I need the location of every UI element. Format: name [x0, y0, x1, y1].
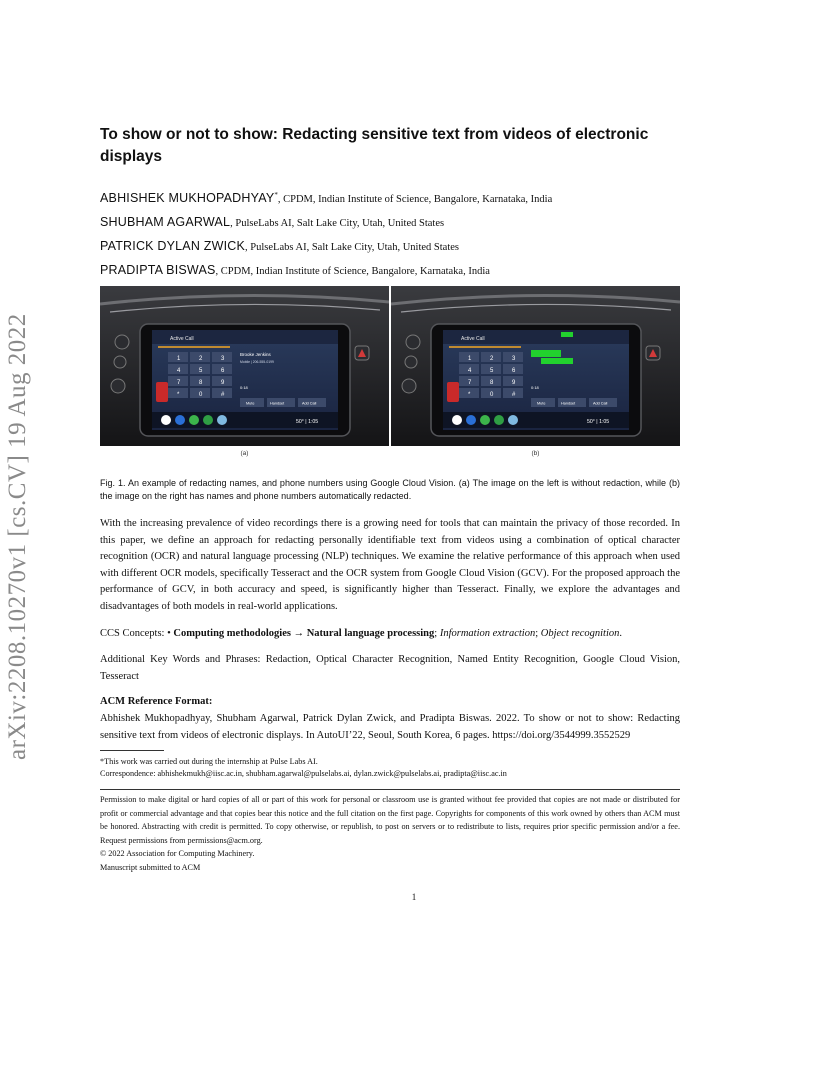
svg-text:0: 0	[199, 392, 203, 398]
end-call-icon	[447, 382, 459, 402]
svg-text:#: #	[221, 392, 225, 398]
paper-title: To show or not to show: Redacting sensitive text from videos of electronic displays	[100, 126, 649, 165]
handset-label: Handset	[561, 401, 576, 406]
permission-block	[100, 793, 680, 874]
svg-text:6: 6	[512, 368, 516, 374]
page-number: 1	[411, 892, 417, 902]
author-4	[100, 259, 680, 283]
figure-sublabel-b: (b)	[531, 450, 540, 457]
author-affiliation: , CPDM, Indian Institute of Science, Bangalore, Karnataka, India	[215, 266, 490, 277]
author-name: ABHISHEK MUKHOPADHYAY	[100, 191, 275, 205]
author-name: PRADIPTA BISWAS	[100, 263, 216, 277]
redaction-box	[531, 350, 561, 357]
author-affiliation: , CPDM, Indian Institute of Science, Bangalore, Karnataka, India	[277, 194, 553, 205]
svg-text:6: 6	[221, 368, 225, 374]
figure-sublabel-a: (a)	[240, 450, 249, 457]
handset-label: Handset	[270, 401, 285, 406]
home-icon	[161, 415, 171, 425]
svg-text:8: 8	[490, 380, 494, 386]
author-list	[100, 184, 680, 283]
temp-time: 50° | 1:05	[296, 419, 319, 425]
author-affiliation: , PulseLabs AI, Salt Lake City, Utah, United States	[245, 242, 459, 253]
svg-text:1: 1	[177, 356, 181, 362]
svg-text:2: 2	[490, 356, 494, 362]
svg-text:*: *	[468, 392, 471, 398]
permission-notice: Permission to make digital or hard copies of all or part of this work for personal or classroom use is granted without fee provided that copies are not made or distributed for profit or commercial advantage and that copies bear this notice and the full citation on the first page. Copyrights for components of this work owned by others than ACM must be honored. Abstracting with credit is permitted. To copy otherwise, or republish, to post on servers or to redistribute to lists, requires prior specific permission and/or a fee. Request permissions from permissions@acm.org.	[100, 795, 680, 845]
author-mark: *	[274, 191, 278, 199]
figure-caption: Fig. 1. An example of redacting names, and phone numbers using Google Cloud Vision. (a) The image on the left is without redaction, while (b) the image on the right has names and phone numbers automatically redacted.	[100, 478, 680, 501]
author-1	[100, 184, 680, 211]
mute-label: Mute	[246, 401, 255, 406]
footnote-correspondence: Correspondence: abhishekmukh@iisc.ac.in, shubham.agarwal@pulselabs.ai, dylan.zwick@pulselabs.ai, pradipta@iisc.ac.in	[100, 768, 507, 778]
add-call-label: Add Call	[593, 401, 608, 406]
svg-text:0: 0	[490, 392, 494, 398]
mute-label: Mute	[537, 401, 546, 406]
footnote-internship: *This work was carried out during the internship at Pulse Labs AI.	[100, 757, 318, 766]
screen-header: Active Call	[170, 336, 194, 342]
arxiv-identifier: arXiv:2208.10270v1 [cs.CV] 19 Aug 2022	[4, 313, 31, 760]
svg-text:4: 4	[468, 368, 472, 374]
phone-icon	[480, 415, 490, 425]
ccs-item: Object recognition	[540, 628, 620, 639]
author-affiliation: , PulseLabs AI, Salt Lake City, Utah, United States	[230, 218, 445, 229]
svg-text:7: 7	[177, 380, 181, 386]
call-time: 0:18	[531, 385, 539, 390]
redaction-box	[561, 332, 573, 337]
add-call-label: Add Call	[302, 401, 317, 406]
keywords: Additional Key Words and Phrases: Redaction, Optical Character Recognition, Named Entity Recognition, Google Cloud Vision, Tesseract	[100, 654, 680, 682]
temp-time: 50° | 1:05	[587, 419, 610, 425]
author-name: PATRICK DYLAN ZWICK	[100, 239, 246, 253]
figure-panel-b	[391, 286, 680, 446]
home-icon	[452, 415, 462, 425]
svg-text:#: #	[512, 392, 516, 398]
add-icon	[203, 415, 213, 425]
abstract: With the increasing prevalence of video recordings there is a growing need for tools that can maintain the privacy of those recorded. In this paper, we define an approach for redacting personally identifiable text from videos using a combination of optical character recognition (OCR) and natural language processing (NLP) techniques. We examine the relative performance of this approach when used with different OCR models, specifically Tesseract and the OCR system from Google Cloud Vision (GCV). For the proposed approach the performance of GCV, in both accuracy and speed, is significantly higher than Tesseract. Finally, we explore the advantages and disadvantages of both models in real-world applications.	[100, 518, 680, 612]
acm-reference-heading: ACM Reference Format:	[100, 696, 213, 707]
car-display-photo-a	[100, 286, 389, 446]
end-call-icon	[156, 382, 168, 402]
redaction-box	[541, 358, 573, 364]
svg-text:2: 2	[199, 356, 203, 362]
figure-panel-a	[100, 286, 389, 446]
svg-text:1: 1	[468, 356, 472, 362]
add-icon	[494, 415, 504, 425]
car-display-photo-b	[391, 286, 680, 446]
svg-text:5: 5	[490, 368, 494, 374]
ccs-main: Computing methodologies → Natural language processing	[173, 628, 435, 639]
music-icon	[175, 415, 185, 425]
caller-detail: Mobile | 206-555-0199	[240, 360, 274, 364]
author-3	[100, 235, 680, 259]
svg-text:8: 8	[199, 380, 203, 386]
ccs-item: Information extraction	[439, 628, 536, 639]
svg-text:5: 5	[199, 368, 203, 374]
nav-icon	[217, 415, 227, 425]
nav-icon	[508, 415, 518, 425]
svg-text:*: *	[177, 392, 180, 398]
copyright-line: © 2022 Association for Computing Machinery.	[100, 849, 255, 858]
svg-text:9: 9	[221, 380, 225, 386]
phone-icon	[189, 415, 199, 425]
manuscript-line: Manuscript submitted to ACM	[100, 862, 201, 872]
permission-rule	[100, 789, 680, 790]
figure-1	[100, 286, 680, 457]
caller-name: Brooke Jenkins	[240, 352, 271, 357]
ccs-concepts: CCS Concepts: • Computing methodologies → Natural language processing; Information extraction; Object recognition.	[100, 628, 623, 639]
header-block	[100, 124, 680, 283]
music-icon	[466, 415, 476, 425]
svg-text:3: 3	[221, 356, 225, 362]
footnote-rule	[100, 750, 164, 751]
author-name: SHUBHAM AGARWAL	[100, 215, 231, 229]
svg-text:3: 3	[512, 356, 516, 362]
acm-reference: Abhishek Mukhopadhyay, Shubham Agarwal, Patrick Dylan Zwick, and Pradipta Biswas. 2022. To show or not to show: Redacting sensitive text from videos of electronic displays. In AutoUI’22, Seoul, South Korea, 6 pages. https://doi.org/3544999.3552529	[100, 713, 680, 741]
svg-text:9: 9	[512, 380, 516, 386]
footnotes	[100, 756, 680, 779]
call-time: 0:18	[240, 385, 248, 390]
author-2	[100, 211, 680, 235]
svg-text:7: 7	[468, 380, 472, 386]
svg-text:4: 4	[177, 368, 181, 374]
screen-header: Active Call	[461, 336, 485, 342]
